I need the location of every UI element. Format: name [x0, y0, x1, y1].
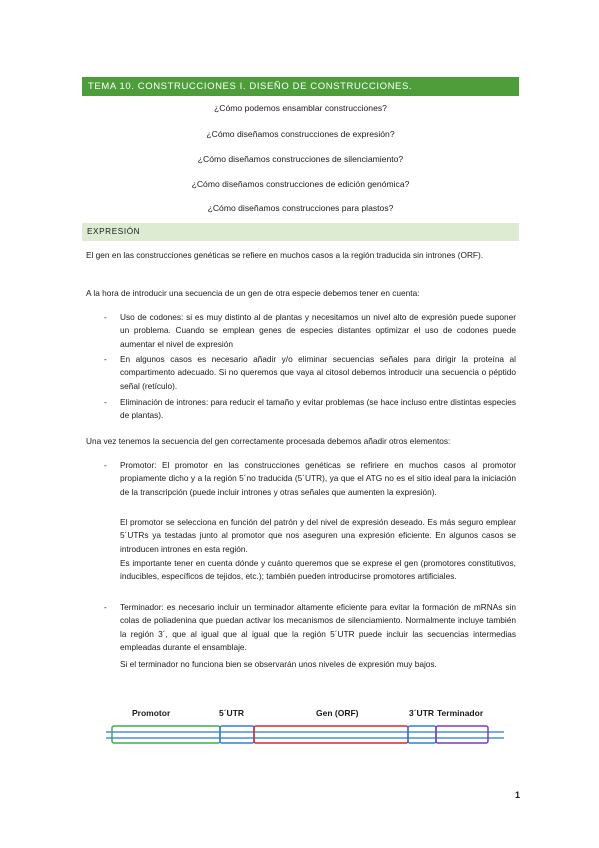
- bullet-text: En algunos casos es necesario añadir y/o eliminar secuencias señales para dirigir la proteína al compartimento adecuado. Si no queremos que vaya al citosol debemos introducir una secuencia o péptido señal (retículo).: [120, 354, 516, 391]
- page-title: TEMA 10. CONSTRUCCIONES I. DISEÑO DE CONSTRUCCIONES.: [82, 77, 519, 96]
- segment-5utr: [220, 726, 254, 743]
- promotor-detail-1: El promotor se selecciona en función del patrón y del nivel de expresión deseado. Es más seguro emplear 5´UTRs ya testadas junto al promotor que nos aseguren una expresión eficiente. En algunos casos se introducen intrones en esta región.: [120, 517, 516, 554]
- bullet-dash: -: [104, 354, 107, 364]
- segment-promotor: [112, 726, 220, 743]
- label-promotor: Promotor: [132, 708, 171, 718]
- bullet-dash: -: [104, 460, 107, 470]
- bullet-dash: -: [104, 312, 107, 322]
- label-gen: Gen (ORF): [316, 708, 359, 718]
- terminador-detail: Si el terminador no funciona bien se observarán unos niveles de expresión muy bajos.: [120, 659, 437, 669]
- paragraph-introducir: A la hora de introducir una secuencia de un gen de otra especie debemos tener en cuenta:: [86, 288, 420, 298]
- gene-construct-diagram: [100, 705, 510, 755]
- list-item: [86, 311, 516, 351]
- paragraph-elementos: Una vez tenemos la secuencia del gen correctamente procesada debemos añadir otros elementos:: [86, 436, 451, 446]
- segment-gen: [254, 726, 408, 743]
- label-terminador: Terminador: [437, 708, 484, 718]
- section-heading: EXPRESIÓN: [82, 223, 519, 241]
- list-item: [86, 396, 516, 423]
- question-2: ¿Cómo diseñamos construcciones de expresión?: [206, 129, 395, 139]
- list-item-promotor: [86, 459, 516, 499]
- bullet-dash: -: [104, 397, 107, 407]
- bullet-text: Uso de codones: si es muy distinto al de plantas y necesitamos un nivel alto de expresión puede suponer un problema. Cuando se emplean genes de especies distantes optimizar el uso de codones puede aumentar el nivel de expresión: [120, 312, 516, 349]
- segment-3utr: [408, 726, 436, 743]
- question-4: ¿Cómo diseñamos construcciones de edición genómica?: [191, 179, 410, 189]
- promotor-detail-2: Es importante tener en cuenta dónde y cuánto queremos que se exprese el gen (promotores constitutivos, inducibles, específicos de tejidos, etc.); también pueden introducirse promotores artificiales.: [120, 558, 516, 582]
- list-item: [86, 353, 516, 393]
- paragraph-gen: El gen en las construcciones genéticas se refiere en muchos casos a la región traducida sin intrones (ORF).: [86, 250, 484, 260]
- page-number: 1: [514, 790, 520, 800]
- label-3utr: 3´UTR: [409, 708, 435, 718]
- bullet-text: Promotor: El promotor en las construcciones genéticas se refiriere en muchos casos al promotor propiamente dicho y a la región 5´no traducida (5´UTR), ya que el ATG no es el sitio ideal para la iniciación de la transcripción (puede incluir intrones y otras señales que aumenten la expresión).: [120, 460, 516, 497]
- label-5utr: 5´UTR: [219, 708, 245, 718]
- question-1: ¿Cómo podemos ensamblar construcciones?: [214, 103, 387, 113]
- list-item-terminador: [86, 601, 516, 654]
- bullet-text: Terminador: es necesario incluir un terminador altamente eficiente para evitar la formación de mRNAs sin colas de poliadenina que puedan activar los mecanismos de silenciamiento. Normalmente incluye también la región 3´, que al igual que al igual que la región 5´UTR puede incluir las secuencias intermedias empleadas durante el ensamblaje.: [120, 602, 516, 652]
- bullet-dash: -: [104, 602, 107, 612]
- segment-terminador: [436, 726, 488, 743]
- question-5: ¿Cómo diseñamos construcciones para plastos?: [207, 203, 394, 213]
- question-3: ¿Cómo diseñamos construcciones de silenciamiento?: [197, 154, 404, 164]
- bullet-text: Eliminación de intrones: para reducir el tamaño y evitar problemas (se hace incluso entre distintas especies de plantas).: [120, 397, 516, 421]
